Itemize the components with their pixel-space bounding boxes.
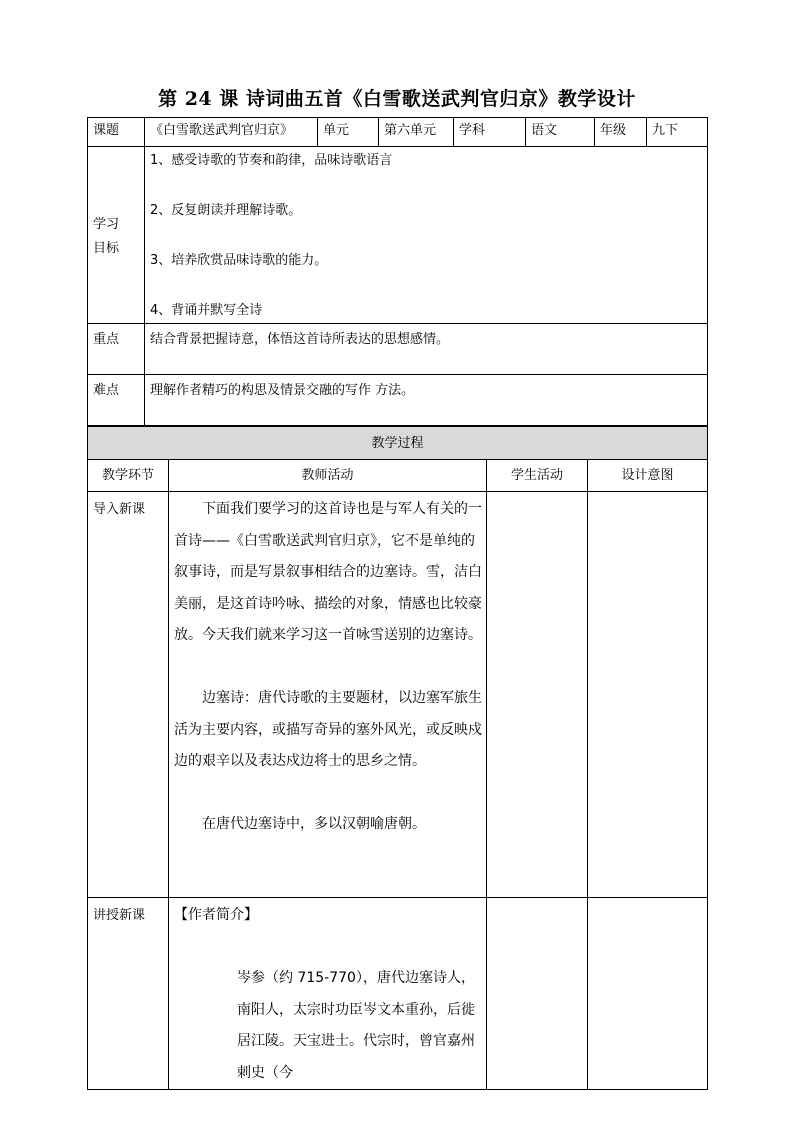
discipline-value: 语文 xyxy=(526,118,595,147)
column-header-intent: 设计意图 xyxy=(588,460,708,492)
column-header-student: 学生活动 xyxy=(487,460,588,492)
design-intent xyxy=(588,492,708,898)
difficulty-label: 难点 xyxy=(88,375,145,426)
table-row xyxy=(88,492,708,898)
lesson-info-table xyxy=(87,117,708,426)
column-header-stage: 教学环节 xyxy=(88,460,169,492)
page-title: 第 24 课 诗词曲五首《白雪歌送武判官归京》教学设计 xyxy=(158,88,636,110)
stage-label: 讲授新课 xyxy=(88,898,169,1090)
process-header: 教学过程 xyxy=(88,427,708,460)
key-point-text: 结合背景把握诗意，体悟这首诗所表达的思想感情。 xyxy=(145,324,708,375)
teacher-activity xyxy=(169,492,487,898)
design-intent xyxy=(588,898,708,1090)
goals-list xyxy=(145,147,708,324)
student-activity xyxy=(487,492,588,898)
discipline-label: 学科 xyxy=(454,118,526,147)
unit-label: 单元 xyxy=(318,118,379,147)
teaching-process-table xyxy=(87,426,708,1090)
goal-item: 3、培养欣赏品味诗歌的能力。 xyxy=(150,253,328,268)
teacher-activity xyxy=(169,898,487,1090)
goal-item: 1、感受诗歌的节奏和韵律，品味诗歌语言 xyxy=(150,153,393,168)
goals-label: 学习目标 xyxy=(93,216,120,256)
paragraph: 边塞诗：唐代诗歌的主要题材，以边塞军旅生活为主要内容，或描写奇异的塞外风光，或反映戍边的艰辛以及表达戍边将士的思乡之情。 xyxy=(174,690,482,769)
key-point-label: 重点 xyxy=(88,324,145,375)
grade-label: 年级 xyxy=(595,118,647,147)
table-row xyxy=(88,898,708,1090)
difficulty-text: 理解作者精巧的构思及情景交融的写作 方法。 xyxy=(145,375,708,426)
column-header-teacher: 教师活动 xyxy=(169,460,487,492)
grade-value: 九下 xyxy=(647,118,708,147)
paragraph: 岑参（约 715-770），唐代边塞诗人，南阳人，太宗时功臣岑文本重孙，后徙居江陵。天宝进士。代宗时，曾官嘉州刺史（今 xyxy=(237,970,475,1081)
student-activity xyxy=(487,898,588,1090)
goal-item: 2、反复朗读并理解诗歌。 xyxy=(150,203,302,218)
subject-label: 课题 xyxy=(88,118,145,147)
section-heading: 【作者简介】 xyxy=(174,907,258,923)
paragraph: 在唐代边塞诗中，多以汉朝喻唐朝。 xyxy=(202,816,426,832)
goal-item: 4、背诵并默写全诗 xyxy=(150,303,263,318)
unit-value: 第六单元 xyxy=(379,118,454,147)
subject-value: 《白雪歌送武判官归京》 xyxy=(145,118,318,147)
paragraph: 下面我们要学习的这首诗也是与军人有关的一首诗——《白雪歌送武判官归京》，它不是单纯的叙事诗，而是写景叙事相结合的边塞诗。雪，洁白美丽，是这首诗吟咏、描绘的对象，情感也比较豪放。今天我们就来学习这一首咏雪送别的边塞诗。 xyxy=(174,501,482,643)
stage-label: 导入新课 xyxy=(88,492,169,898)
